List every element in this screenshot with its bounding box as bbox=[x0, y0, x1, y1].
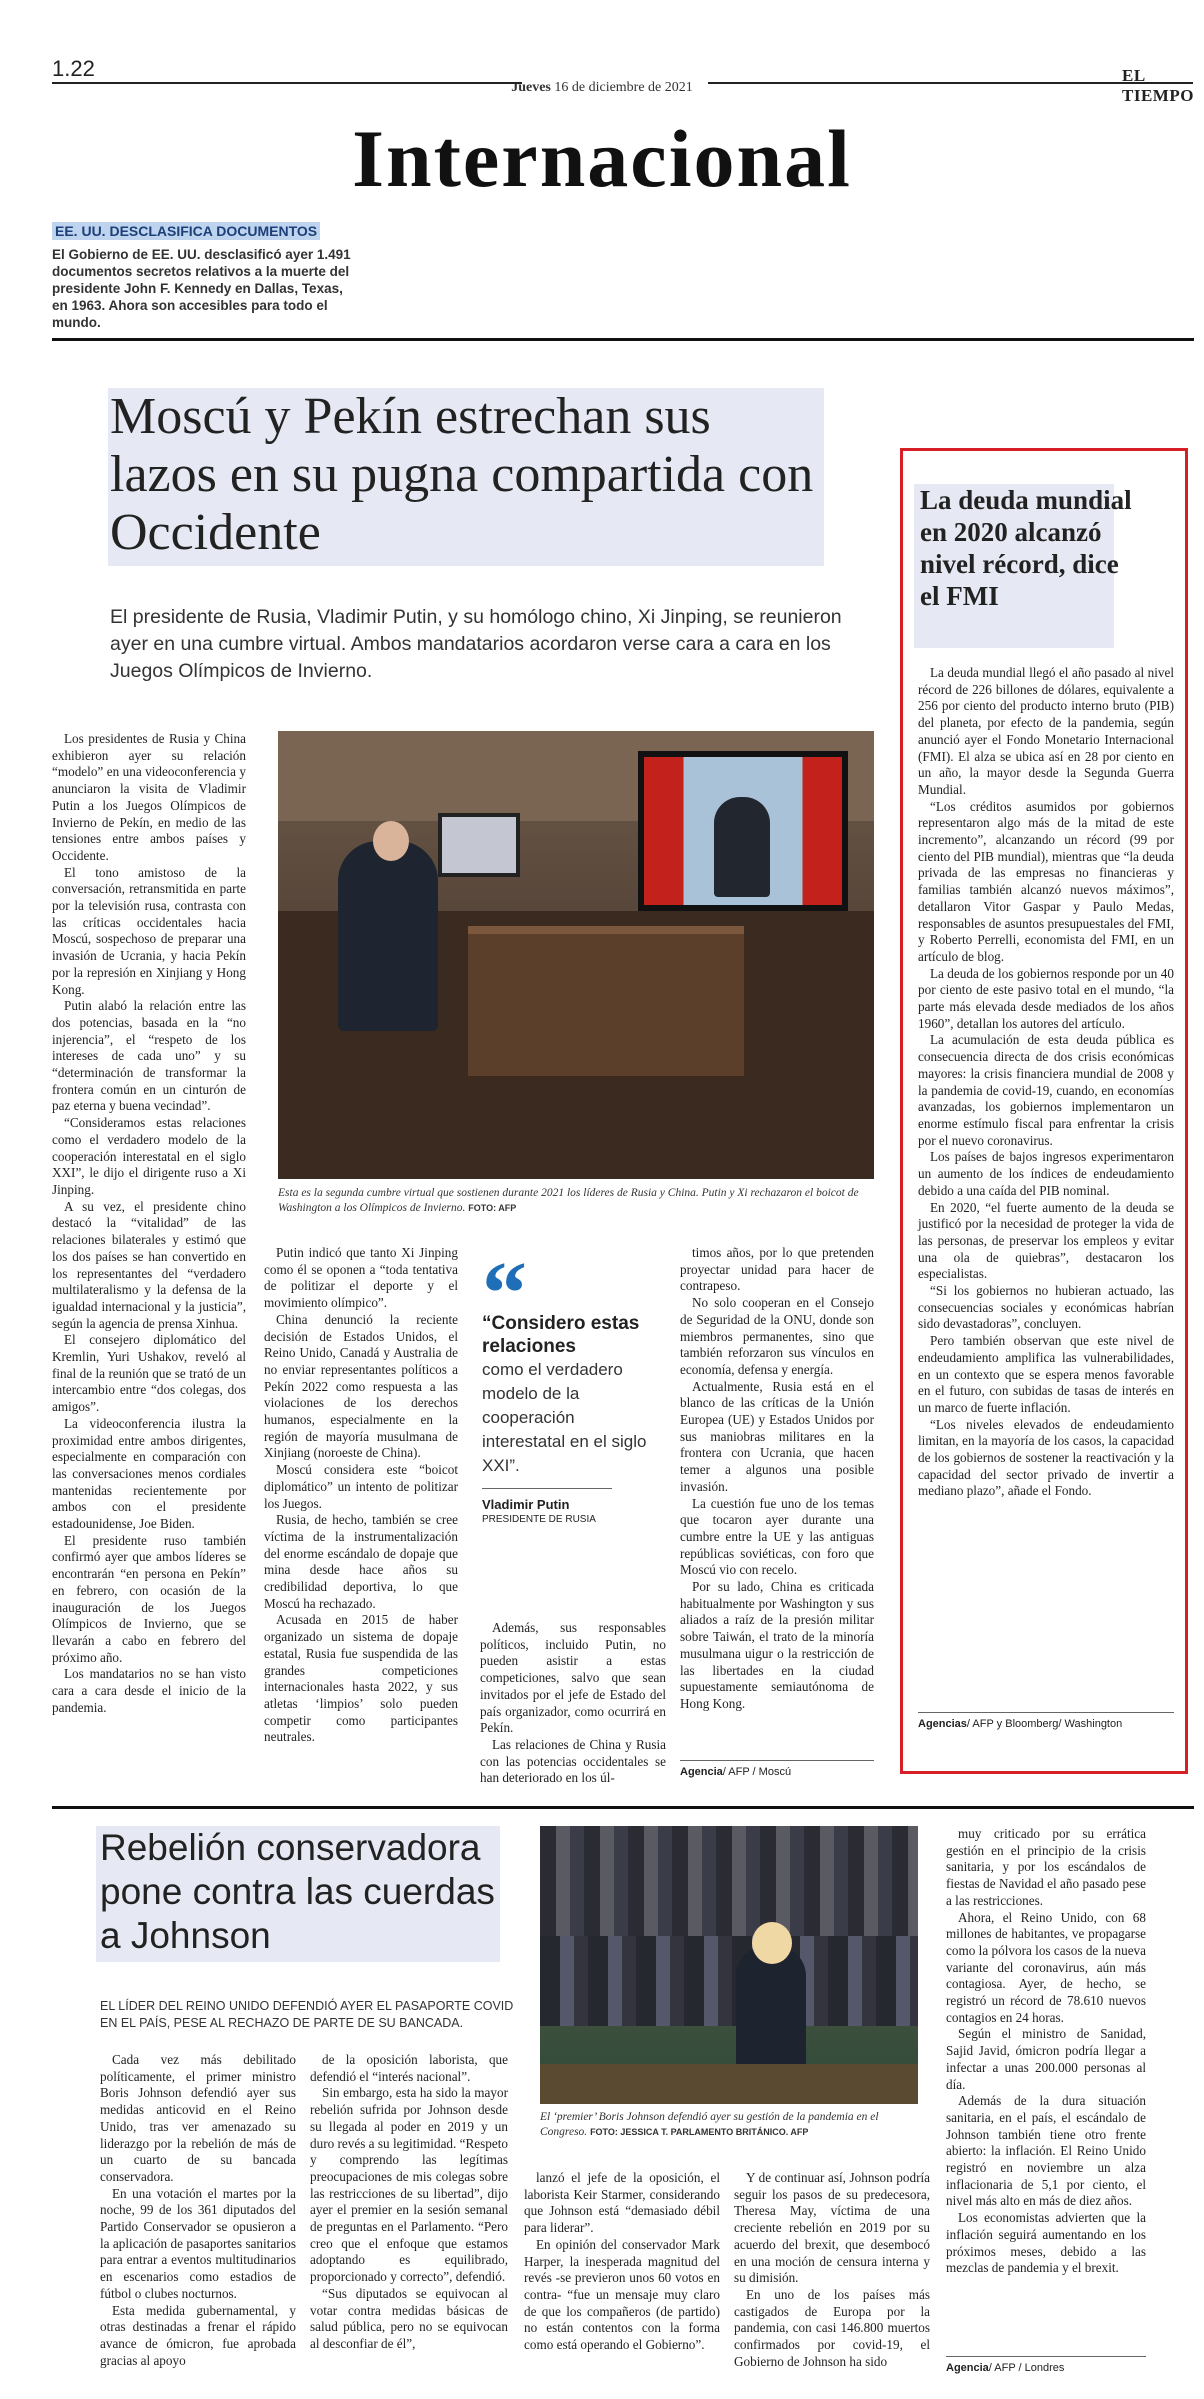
photo-desk-top bbox=[468, 926, 744, 1076]
paragraph: El consejero diplomático del Kremlin, Yuri Ushakov, reveló al final de la reunión que se trató de un intercambio entre “dos colegas, dos amigos”. bbox=[52, 1332, 246, 1415]
sidebar-body bbox=[918, 665, 1174, 1500]
paragraph: Además de la dura situación sanitaria, en el país, el escándalo de Johnson también tiene otro frente abierto: la inflación. El Reino Unido registró en noviembre un alza inflacionaria de 5,1 por ciento, el nivel más alto en más de diez años. bbox=[946, 2093, 1146, 2209]
paragraph: En una votación el martes por la noche, 99 de los 361 diputados del Partido Conservador se opusieron a la aplicación de pasaportes sanitarios para entrar a eventos multitudinarios en escenarios como estadios de fútbol o clubes nocturnos. bbox=[100, 2185, 296, 2301]
paragraph: Pero también observan que este nivel de endeudamiento amplifica las vulnerabilidades, en un contexto que se espera menos favorable en el futuro, con subidas de tasas de interés en un marco de fuerte inflación. bbox=[918, 1333, 1174, 1415]
putin-xi-photo bbox=[278, 731, 874, 1179]
brief-text: El Gobierno de EE. UU. desclasificó ayer 1.491 documentos secretos relativos a la muerte del presidente John F. Kennedy en Dallas, Texas, en 1963. Ahora son accesibles para todo el mundo. bbox=[52, 247, 351, 330]
quote-text: como el verdadero modelo de la cooperación interestatal en el siglo XXI”. bbox=[482, 1360, 647, 1475]
uk-caption-credit: FOTO: JESSICA T. PARLAMENTO BRITÁNICO. AFP bbox=[590, 2127, 809, 2137]
paragraph: Acusada en 2015 de haber organizado un sistema de dopaje estatal, Rusia fue suspendida de las grandes competiciones internacionales hasta 2022, y sus atletas ‘limpios’ solo pueden competir como participantes neutrales. bbox=[264, 1612, 458, 1745]
header-rule-left bbox=[52, 82, 522, 84]
paragraph: Los países de bajos ingresos experimentaron un aumento de los índices de endeudamiento debido a una caída del PIB nominal. bbox=[918, 1149, 1174, 1198]
main-headline: Moscú y Pekín estrechan sus lazos en su pugna compartida con Occidente bbox=[110, 388, 814, 561]
main-photo-caption bbox=[278, 1186, 874, 1216]
page-number: 1.22 bbox=[52, 56, 95, 81]
credit-rule bbox=[680, 1760, 874, 1761]
sidebar-credit: Agencias/ AFP y Bloomberg/ Washington bbox=[918, 1718, 1123, 1730]
paragraph: Según el ministro de Sanidad, Sajid Javid, ómicron podría llegar a infectar a unas 200.000 personas al día. bbox=[946, 2026, 1146, 2092]
quote-role: PRESIDENTE DE RUSIA bbox=[482, 1514, 596, 1525]
main-deck: El presidente de Rusia, Vladimir Putin, y su homólogo chino, Xi Jinping, se reunieron ayer en una cumbre virtual. Ambos mandatarios acordaron verse cara a cara en los Juegos Olímpicos de Invierno. bbox=[110, 606, 842, 682]
paragraph: Sin embargo, esta ha sido la mayor rebelión sufrida por Johnson desde su llegada al poder en 2019 y un duro revés a su legitimidad. “Respeto y comprendo las legítimas preocupaciones de mis colegas sobre las restricciones de su libertad”, dijo ayer el premier en la sesión semanal de preguntas en el Parlamento. “Pero creo que el enfoque que estamos adoptando es equilibrado, proporcionado y correcto”, defendió. bbox=[310, 2085, 508, 2285]
paragraph: Los presidentes de Rusia y China exhibieron ayer su relación “modelo” en una videoconferencia y anunciaron la visita de Vladimir Putin a los Juegos Olímpicos de Invierno de Pekín, en medio de las tensiones entre ambos países y Occidente. bbox=[52, 731, 246, 863]
quote-mark-icon: “ bbox=[482, 1244, 527, 1343]
uk-column-4 bbox=[734, 2170, 930, 2370]
caption-text: Esta es la segunda cumbre virtual que sostienen durante 2021 los líderes de Rusia y China. Putin y Xi rechazaron el boicot de Washington a los Olímpicos de Invierno. bbox=[278, 1187, 859, 1214]
uk-caption-text: El ‘premier’ Boris Johnson defendió ayer su gestión de la pandemia en el Congreso. bbox=[540, 2111, 879, 2138]
photo-screen-large bbox=[638, 751, 848, 911]
paragraph: “Los niveles elevados de endeudamiento limitan, en la mayoría de los casos, la capacidad de los gobiernos de sostener la reactivación y la capacidad del sector privado de invertir a mediano plazo”, añade el Fondo. bbox=[918, 1416, 1174, 1499]
paragraph: de la oposición laborista, que defendió el “interés nacional”. bbox=[310, 2052, 508, 2084]
paragraph: Cada vez más debilitado políticamente, el primer ministro Boris Johnson defendió ayer sus medidas anticovid en el Reino Unido, tras ver amenazado su liderazgo por la rebelión de más de un cuarto de su bancada conservadora. bbox=[100, 2052, 296, 2184]
pull-quote bbox=[482, 1244, 652, 1525]
main-column-2 bbox=[264, 1245, 458, 1746]
paragraph: En uno de los países más castigados de Europa por la pandemia, con casi 146.800 muertos confirmados por covid-19, el Gobierno de Johnson ha sido bbox=[734, 2286, 930, 2369]
caption-credit: FOTO: AFP bbox=[468, 1203, 517, 1213]
paragraph: La deuda de los gobiernos responde por un 40 por ciento de este pasivo total en el mundo, “la parte más elevada desde mediados de los años 1960”, detallan los autores del artículo. bbox=[918, 965, 1174, 1031]
uk-column-2 bbox=[310, 2052, 508, 2353]
paragraph: timos años, por lo que pretenden proyectar unidad para hacer de contrapeso. bbox=[680, 1245, 874, 1294]
sidebar-headline: La deuda mundial en 2020 alcanzó nivel récord, dice el FMI bbox=[920, 485, 1132, 611]
paragraph: La videoconferencia ilustra la proximidad entre ambos dirigentes, especialmente en comparación con las conversaciones menos cordiales mantenidas recientemente por ambos con el presidente estadounidense, Joe Biden. bbox=[52, 1415, 246, 1532]
paragraph: “Consideramos estas relaciones como el verdadero modelo de la cooperación interestatal en el siglo XXI”, le dijo el dirigente ruso a Xi Jinping. bbox=[52, 1115, 246, 1197]
paragraph: La deuda mundial llegó el año pasado al nivel récord de 226 billones de dólares, equivalente a 256 por ciento del producto interno bruto (PIB) del planeta, por efecto de la pandemia, según anunció ayer el Fondo Monetario Internacional (FMI). El alza se ubica así en 28 por ciento en un año, la mayor desde la Segunda Guerra Mundial. bbox=[918, 665, 1174, 797]
uk-column-1 bbox=[100, 2052, 296, 2369]
paragraph: El tono amistoso de la conversación, retransmitida en parte por la televisión rusa, contrasta con las críticas occidentales hacia Moscú, sospechoso de preparar una invasión de Ucrania, y hacia Pekín por la represión en Xinjiang y Hong Kong. bbox=[52, 864, 246, 997]
date-rest: 16 de diciembre de 2021 bbox=[554, 80, 693, 95]
paragraph: Y de continuar así, Johnson podría seguir los pasos de su predecesora, Theresa May, víctima de una creciente rebelión en 2019 por su acuerdo del brexit, que desembocó en una moción de censura interna y su dimisión. bbox=[734, 2170, 930, 2286]
paragraph: Esta medida gubernamental, y otras destinadas a frenar el rápido avance de ómicron, fue aprobada gracias al apoyo bbox=[100, 2302, 296, 2368]
paragraph: Putin alabó la relación entre las dos potencias, basada en la “no injerencia”, el “respeto de los intereses de cada uno” y su “determinación de transformar la frontera común en un cinturón de paz eterna y buena vecindad”. bbox=[52, 998, 246, 1114]
paragraph: lanzó el jefe de la oposición, el laborista Keir Starmer, considerando que Johnson está “demasiado débil para liderar”. bbox=[524, 2170, 720, 2236]
main-credit: Agencia/ AFP / Moscú bbox=[680, 1766, 792, 1778]
uk-column-5 bbox=[946, 1826, 1146, 2277]
paragraph: “Los créditos asumidos por gobiernos representaron algo más de la mitad de este incremento”, alcanzando un récord (99 por ciento del PIB mundial), mientras que “la deuda privada de las empresas no financieras y familias también alcanzó nuevos máximos”, detallaron Vitor Gaspar y Paulo Medas, responsables de asuntos presupuestales del FMI, y Roberto Perrelli, economista del FMI, en un artículo de blog. bbox=[918, 798, 1174, 964]
header-rule-right bbox=[708, 82, 1193, 84]
section-title: Internacional bbox=[352, 113, 852, 204]
paragraph: Rusia, de hecho, también se cree víctima de la instrumentalización del enorme escándalo de dopaje que mina desde hace años su credibilidad deportiva, lo que Moscú ha rechazado. bbox=[264, 1512, 458, 1611]
paragraph: Los economistas advierten que la inflación seguirá aumentando en los próximos meses, debido a las mezclas de pandemia y el brexit. bbox=[946, 2210, 1146, 2276]
photo-head bbox=[373, 821, 409, 861]
quote-name: Vladimir Putin bbox=[482, 1497, 570, 1512]
paragraph: Actualmente, Rusia está en el blanco de las críticas de la Unión Europea (UE) y Estados Unidos por sus maniobras militares en la frontera con Ucrania, que hacen temer a algunos una posible invasión. bbox=[680, 1378, 874, 1494]
paragraph: A su vez, el presidente chino destacó la “vitalidad” de las relaciones bilaterales y estimó que los dos países se han convertido en los representantes del “verdadero multilateralismo y la defensa de la igualdad internacional y la justicia”, según la agencia de prensa Xinhua. bbox=[52, 1198, 246, 1331]
paragraph: Ahora, el Reino Unido, con 68 millones de habitantes, ve propagarse como la pólvora los casos de la nueva variante del coronavirus, aún más contagiosa. Ayer, de hecho, se registró un récord de 78.610 nuevos contagios en 24 horas. bbox=[946, 1909, 1146, 2025]
paragraph: Por su lado, China es criticada habitualmente por Washington y sus aliados a raíz de la presión militar sobre Taiwán, el trato de la minoría musulmana uigur o la restricción de las libertades en la ciudad supuestamente semiautónoma de Hong Kong. bbox=[680, 1579, 874, 1711]
paragraph: Las relaciones de China y Rusia con las potencias occidentales se han deteriorado en los úl- bbox=[480, 1736, 666, 1786]
paragraph: La acumulación de esta deuda pública es consecuencia directa de dos crisis económicas mayores: la crisis financiera mundial de 2008 y la pandemia de covid-19, cuando, en economías avanzadas, los gobiernos implementaron un enorme estímulo fiscal para enfrentar la crisis por el nuevo coronavirus. bbox=[918, 1032, 1174, 1148]
uk-photo-caption bbox=[540, 2110, 918, 2140]
main-column-1 bbox=[52, 731, 246, 1716]
paragraph: Moscú considera este “boicot diplomático” un intento de politizar los Juegos. bbox=[264, 1462, 458, 1511]
paragraph: China denunció la reciente decisión de Estados Unidos, el Reino Unido, Canadá y Australia de no enviar representantes políticos a Pekín 2022 como respuesta a las violaciones de los derechos humanos, especialmente en la región de mayoría musulmana de Xinjiang (noroeste de China). bbox=[264, 1311, 458, 1461]
quote-bold: “Considero estas relaciones bbox=[482, 1313, 640, 1357]
uk-headline: Rebelión conservadora pone contra las cuerdas a Johnson bbox=[100, 1827, 495, 1956]
paragraph: Los mandatarios no se han visto cara a cara desde el inicio de la pandemia. bbox=[52, 1666, 246, 1715]
uk-credit: Agencia/ AFP / Londres bbox=[946, 2362, 1065, 2374]
uk-column-3 bbox=[524, 2170, 720, 2354]
paragraph: En opinión del conservador Mark Harper, la inesperada magnitud del revés -se previeron unos 60 votos en contra- “fue un mensaje muy claro de que los compañeros (de partido) no están contentos con la forma como está operando el Gobierno”. bbox=[524, 2236, 720, 2353]
uk-deck: EL LÍDER DEL REINO UNIDO DEFENDIÓ AYER EL PASAPORTE COVID EN EL PAÍS, PESE AL RECHAZO DE PARTE DE SU BANCADA. bbox=[100, 1999, 514, 2030]
uk-credit-rule bbox=[946, 2356, 1146, 2357]
paragraph: Putin indicó que tanto Xi Jinping como él se oponen a “toda tentativa de politizar el deporte y el movimiento olímpico”. bbox=[264, 1245, 458, 1311]
brief-kicker: EE. UU. DESCLASIFICA DOCUMENTOS bbox=[52, 222, 320, 240]
main-column-3 bbox=[480, 1620, 666, 1787]
johnson-photo bbox=[540, 1826, 918, 2104]
paragraph: “Si los gobiernos no hubieran actuado, las consecuencias sociales y económicas habrían sido devastadoras”, concluyen. bbox=[918, 1283, 1174, 1332]
paragraph: En 2020, “el fuerte aumento de la deuda se justificó por la necesidad de proteger la vida de las personas, de preservar los empleos y evitar una ola de quiebras”, destacaron los especialistas. bbox=[918, 1199, 1174, 1282]
paragraph: La cuestión fue uno de los temas que tocaron ayer durante una cumbre entre la UE y las antiguas repúblicas soviéticas, con foro que Moscú vio con recelo. bbox=[680, 1495, 874, 1578]
paragraph: No solo cooperan en el Consejo de Seguridad de la ONU, donde son miembros permanentes, sino que también reforzaron sus vínculos en economía, defensa y energía. bbox=[680, 1295, 874, 1377]
paragraph: El presidente ruso también confirmó ayer que ambos líderes se encontrarán “en persona en Pekín” en febrero, con ocasión de la inauguración de los Juegos Olímpicos de Invierno, que se llevarán a cabo en febrero del próximo año. bbox=[52, 1532, 246, 1665]
paragraph: “Sus diputados se equivocan al votar contra medidas básicas de salud pública, pero no se equivocan al desconfiar de él”, bbox=[310, 2285, 508, 2351]
main-column-4 bbox=[680, 1245, 874, 1713]
masthead: EL TIEMPO bbox=[1122, 66, 1194, 105]
paragraph: Además, sus responsables políticos, incluido Putin, no pueden asistir a estas competiciones, salvo que sean invitados por el jefe de Estado del país organizador, como ocurrirá en Pekín. bbox=[480, 1620, 666, 1736]
paragraph: muy criticado por su errática gestión en el principio de la crisis sanitaria, y por los escándalos de fiestas de Navidad el año pasado pese a las restricciones. bbox=[946, 1826, 1146, 1908]
photo-screen-small bbox=[438, 813, 520, 877]
brief-divider bbox=[52, 338, 1194, 341]
sidebar-credit-rule bbox=[918, 1712, 1174, 1713]
story-divider bbox=[52, 1806, 1194, 1809]
date-day: Jueves bbox=[511, 80, 551, 95]
photo-figure bbox=[338, 841, 438, 1031]
